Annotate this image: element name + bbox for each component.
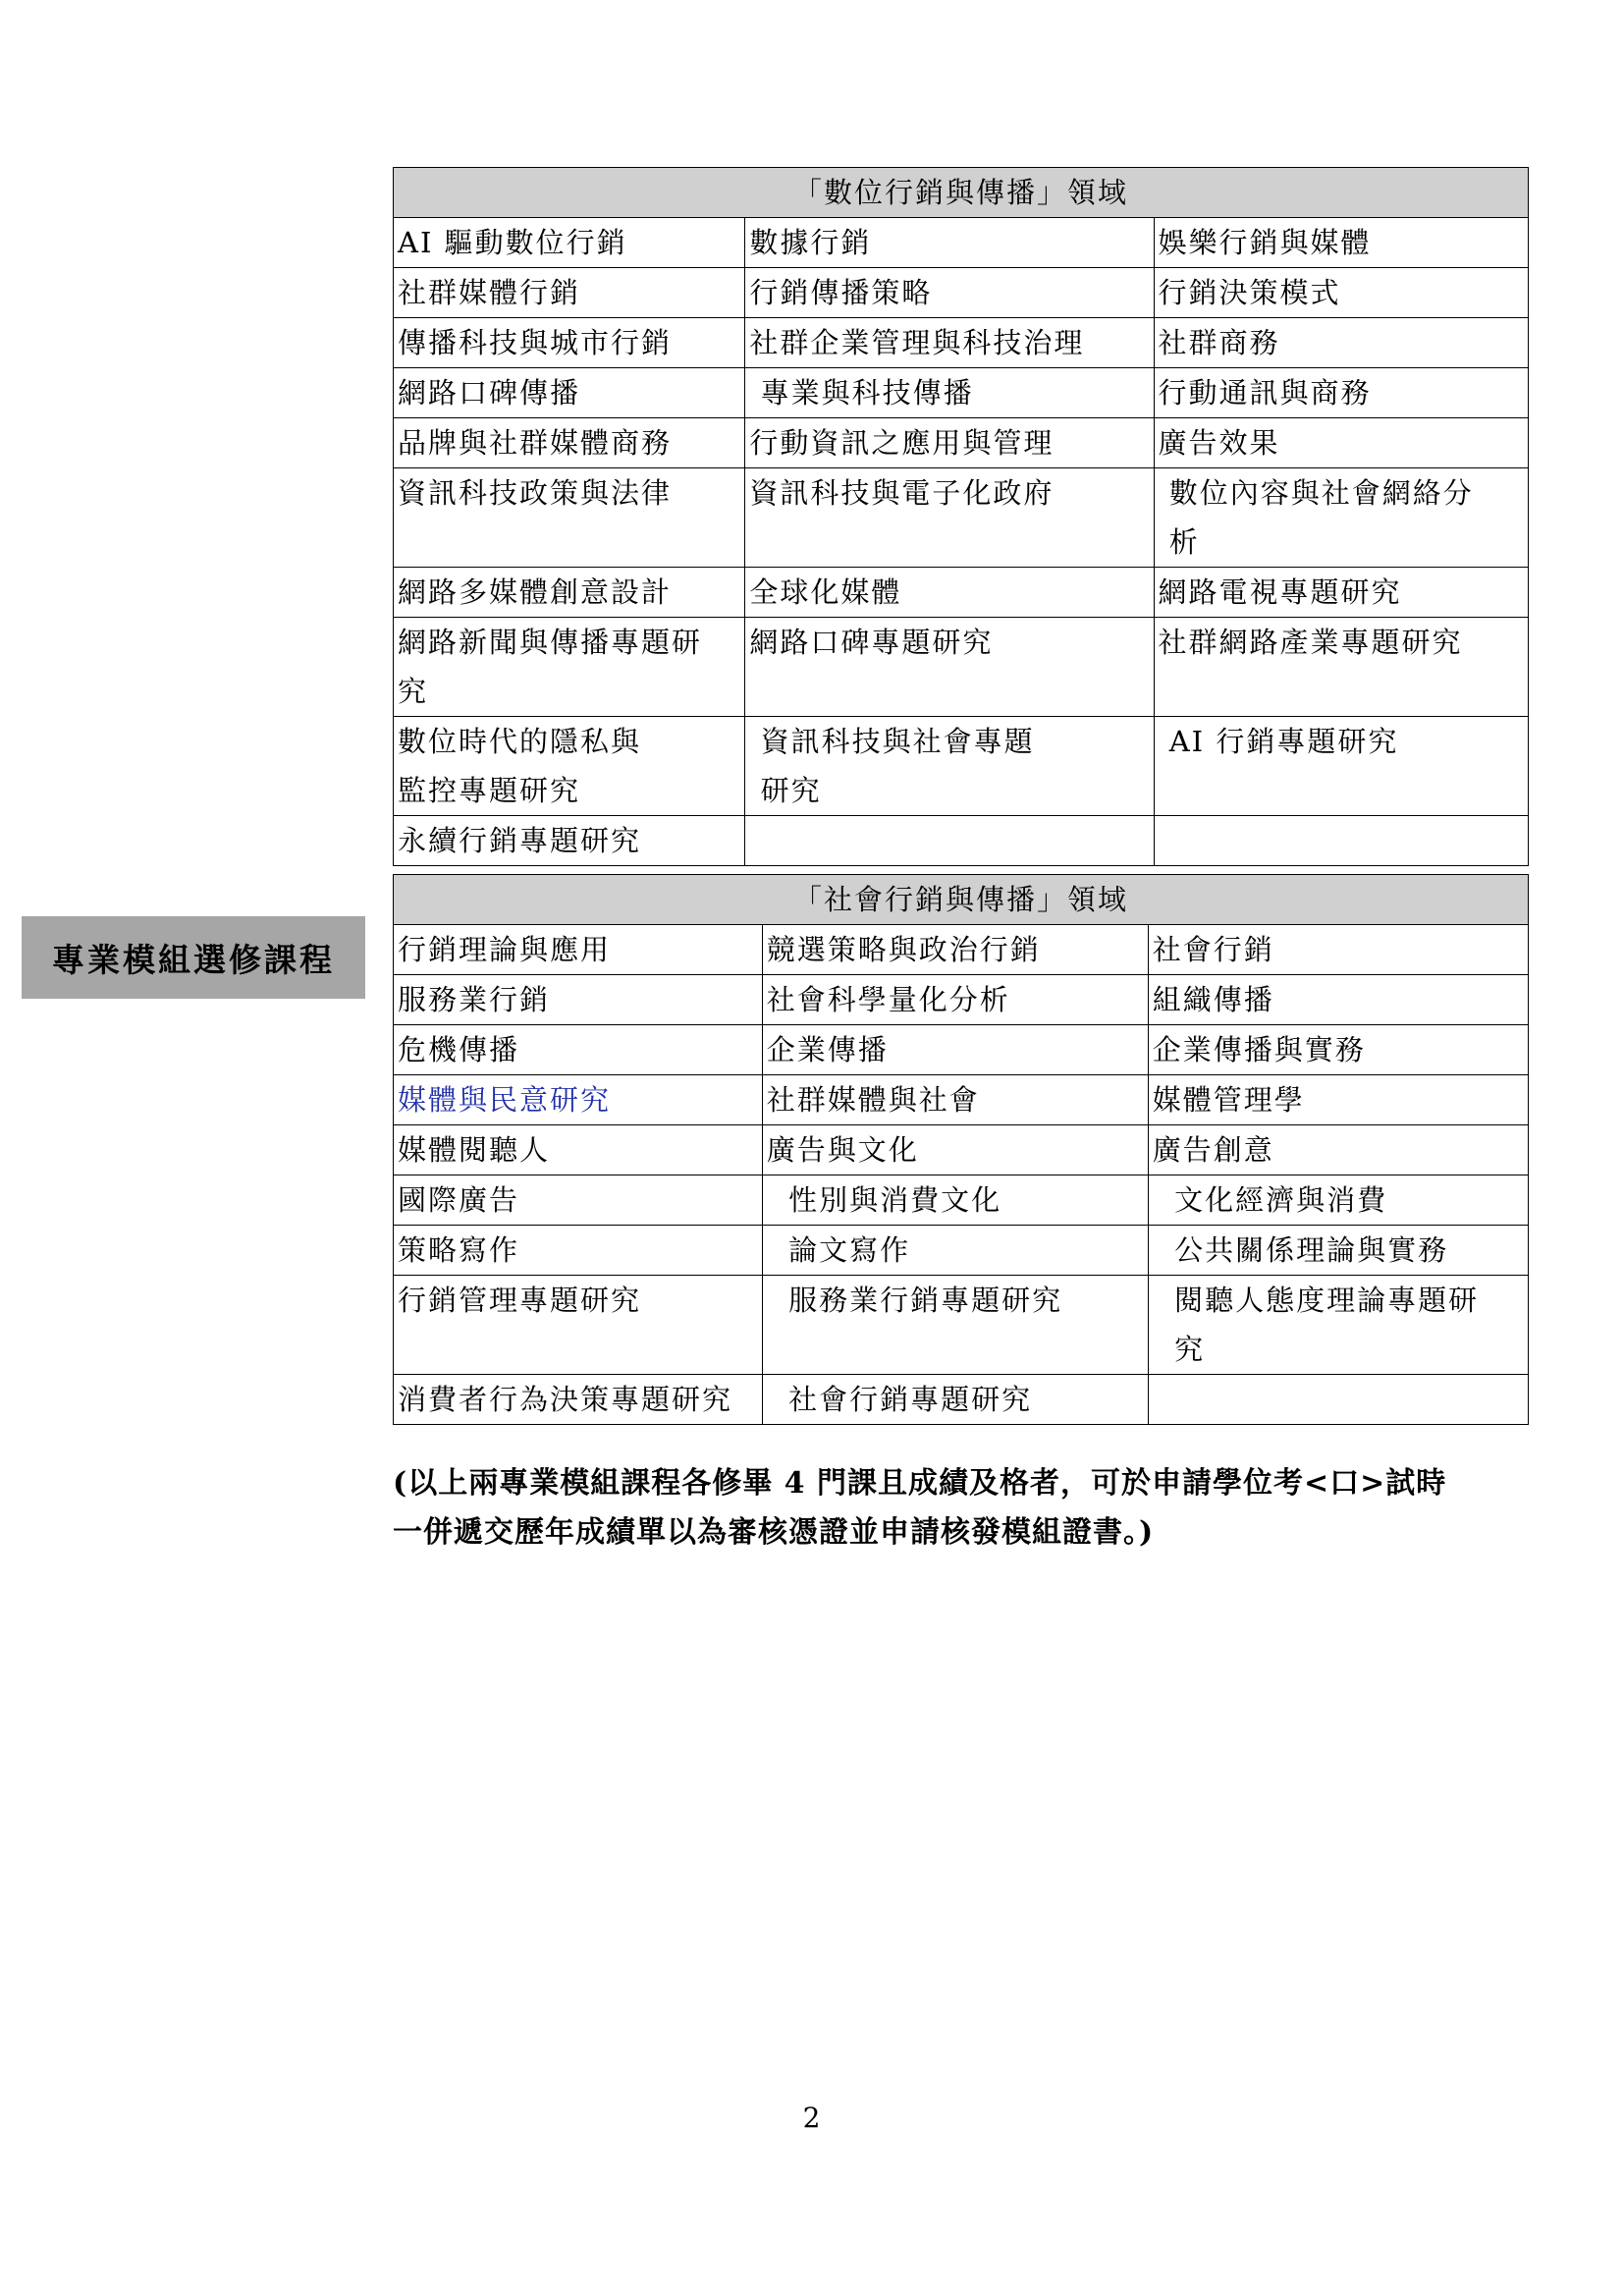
course-cell: 服務業行銷 [394, 975, 763, 1025]
course-cell: 廣告與文化 [762, 1125, 1148, 1175]
course-cell: 性別與消費文化 [762, 1175, 1148, 1226]
course-cell: 數位內容與社會網絡分 析 [1154, 468, 1528, 568]
table-row [394, 1175, 1529, 1226]
page-number: 2 [802, 2102, 821, 2134]
table-row [394, 218, 1529, 268]
course-cell: 全球化媒體 [745, 568, 1154, 618]
table-row [394, 618, 1529, 717]
course-cell: 永續行銷專題研究 [394, 816, 745, 866]
course-cell: 社群媒體與社會 [762, 1075, 1148, 1125]
note-line: (以上兩專業模組課程各修畢 4 門課且成績及格者，可於申請學位考<口>試時 [393, 1466, 1447, 1501]
course-cell: 網路電視專題研究 [1154, 568, 1528, 618]
course-cell [1148, 1375, 1528, 1425]
digital-marketing-table [393, 167, 1529, 866]
table-row [394, 816, 1529, 866]
note-line: 一併遞交歷年成績單以為審核憑證並申請核發模組證書。) [393, 1515, 1155, 1550]
course-cell: 資訊科技與社會專題 研究 [745, 717, 1154, 816]
course-cell: 消費者行為決策專題研究 [394, 1375, 763, 1425]
course-cell: 閱聽人態度理論專題研 究 [1148, 1276, 1528, 1375]
course-cell: 行銷管理專題研究 [394, 1276, 763, 1375]
course-cell: 網路新聞與傳播專題研 究 [394, 618, 745, 717]
table-row [394, 1125, 1529, 1175]
course-cell: 文化經濟與消費 [1148, 1175, 1528, 1226]
course-cell: 廣告創意 [1148, 1125, 1528, 1175]
course-cell: 媒體閱聽人 [394, 1125, 763, 1175]
course-cell: AI 行銷專題研究 [1154, 717, 1528, 816]
course-cell: 社會科學量化分析 [762, 975, 1148, 1025]
course-cell: 危機傳播 [394, 1025, 763, 1075]
course-cell: 公共關係理論與實務 [1148, 1226, 1528, 1276]
course-cell: 社群網路產業專題研究 [1154, 618, 1528, 717]
course-cell: 網路口碑傳播 [394, 368, 745, 418]
table-row [394, 1226, 1529, 1276]
table-row [394, 468, 1529, 568]
course-cell-highlighted: 媒體與民意研究 [394, 1075, 763, 1125]
course-cell: 社會行銷專題研究 [762, 1375, 1148, 1425]
table-row [394, 975, 1529, 1025]
course-cell: 資訊科技與電子化政府 [745, 468, 1154, 568]
course-cell: 企業傳播 [762, 1025, 1148, 1075]
module-side-label: 專業模組選修課程 [22, 916, 365, 999]
course-cell: 數位時代的隱私與 監控專題研究 [394, 717, 745, 816]
social-heading: 「社會行銷與傳播」領域 [394, 875, 1529, 925]
course-cell: 專業與科技傳播 [745, 368, 1154, 418]
course-cell: 社會行銷 [1148, 925, 1528, 975]
social-marketing-table [393, 874, 1529, 1425]
course-cell: 傳播科技與城市行銷 [394, 318, 745, 368]
table-row [394, 568, 1529, 618]
course-cell: 廣告效果 [1154, 418, 1528, 468]
course-cell: 行動資訊之應用與管理 [745, 418, 1154, 468]
table-row [394, 268, 1529, 318]
table-row [394, 318, 1529, 368]
course-cell: 行銷傳播策略 [745, 268, 1154, 318]
course-cell: 行銷理論與應用 [394, 925, 763, 975]
course-cell: 網路多媒體創意設計 [394, 568, 745, 618]
course-cell: 行動通訊與商務 [1154, 368, 1528, 418]
course-cell: 網路口碑專題研究 [745, 618, 1154, 717]
table-row [394, 418, 1529, 468]
course-cell: 策略寫作 [394, 1226, 763, 1276]
table-row [394, 1075, 1529, 1125]
table-row [394, 368, 1529, 418]
table-row [394, 717, 1529, 816]
course-cell [1154, 816, 1528, 866]
course-cell: 競選策略與政治行銷 [762, 925, 1148, 975]
course-cell: 社群媒體行銷 [394, 268, 745, 318]
course-cell: 企業傳播與實務 [1148, 1025, 1528, 1075]
table-row [394, 1276, 1529, 1375]
course-cell: 數據行銷 [745, 218, 1154, 268]
module-certificate-note [393, 1459, 1529, 1558]
course-cell [745, 816, 1154, 866]
table-row [394, 925, 1529, 975]
course-cell: 社群企業管理與科技治理 [745, 318, 1154, 368]
table-row [394, 1375, 1529, 1425]
course-cell: 國際廣告 [394, 1175, 763, 1226]
table-row [394, 1025, 1529, 1075]
course-cell: 行銷決策模式 [1154, 268, 1528, 318]
course-cell: 服務業行銷專題研究 [762, 1276, 1148, 1375]
course-cell: 品牌與社群媒體商務 [394, 418, 745, 468]
course-cell: 娛樂行銷與媒體 [1154, 218, 1528, 268]
course-cell: 組織傳播 [1148, 975, 1528, 1025]
course-cell: 論文寫作 [762, 1226, 1148, 1276]
course-cell: 媒體管理學 [1148, 1075, 1528, 1125]
digital-heading: 「數位行銷與傳播」領域 [394, 168, 1529, 218]
course-cell: 社群商務 [1154, 318, 1528, 368]
course-cell: 資訊科技政策與法律 [394, 468, 745, 568]
course-cell: AI 驅動數位行銷 [394, 218, 745, 268]
